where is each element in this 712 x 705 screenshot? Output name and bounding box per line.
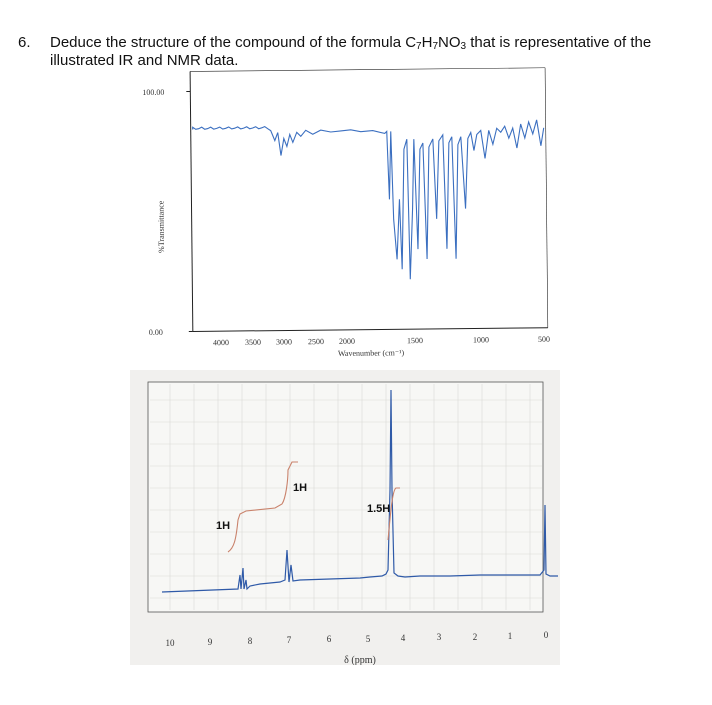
ir-x-ticks <box>213 335 550 348</box>
nmr-x-tick-label: 10 <box>165 638 175 648</box>
ir-x-tick-label: 2000 <box>338 336 355 346</box>
ir-x-tick-label: 3000 <box>275 337 292 347</box>
ir-top-border <box>190 68 545 72</box>
question-line-2: illustrated IR and NMR data. <box>50 52 239 69</box>
nmr-x-axis-label: δ (ppm) <box>344 655 376 665</box>
ir-x-tick-label: 500 <box>537 334 550 344</box>
formula-sub-o: 3 <box>460 41 467 52</box>
nmr-x-tick-label: 6 <box>326 634 332 644</box>
ir-x-axis-label: Wavenumber (cm⁻¹) <box>337 348 405 358</box>
nmr-x-tick-label: 5 <box>365 634 371 644</box>
ir-x-axis <box>193 328 548 332</box>
ir-y-axis-label: %Transmittance <box>156 200 166 253</box>
ir-x-tick-label: 3500 <box>244 337 261 347</box>
nmr-spectrum-svg <box>130 370 560 665</box>
nmr-x-ticks <box>166 630 549 648</box>
question-text-a: Deduce the structure of the compound of the formula C <box>50 34 417 51</box>
ir-y-top-label: 100.00 <box>142 87 165 97</box>
nmr-plot-frame <box>148 382 543 612</box>
nmr-x-tick-label: 4 <box>400 633 406 643</box>
formula-sub-c: 7 <box>416 41 422 52</box>
ir-x-tick-label: 1500 <box>406 336 423 346</box>
nmr-spectrum-figure <box>130 370 560 665</box>
integration-label-3: 1.5H <box>367 503 391 515</box>
ir-x-tick-label: 1000 <box>472 335 489 345</box>
integration-label-2: 1H <box>293 482 308 494</box>
nmr-x-tick-label: 9 <box>207 637 213 647</box>
nmr-x-tick-label: 8 <box>247 636 253 646</box>
nmr-x-tick-label: 2 <box>472 632 478 642</box>
formula-h: H <box>421 34 433 51</box>
integration-label-1: 1H <box>216 520 231 532</box>
nmr-x-tick-label: 1 <box>507 631 513 641</box>
ir-x-tick-label: 4000 <box>212 338 229 348</box>
ir-trace <box>193 120 546 282</box>
ir-spectrum-svg <box>140 58 563 382</box>
formula-no: NO <box>438 34 461 51</box>
formula-sub-h: 7 <box>432 41 439 52</box>
question-text-b: that is representative of the <box>466 34 652 51</box>
ir-y-bottom-label: 0.00 <box>148 327 163 337</box>
nmr-x-tick-label: 3 <box>436 632 442 642</box>
ir-y-axis <box>190 71 193 331</box>
ir-right-border <box>545 68 548 328</box>
nmr-x-tick-label: 7 <box>286 635 292 645</box>
nmr-x-tick-label: 0 <box>543 630 549 640</box>
ir-spectrum-figure <box>140 58 563 382</box>
question-number: 6. <box>18 34 31 51</box>
ir-x-tick-label: 2500 <box>307 337 324 347</box>
